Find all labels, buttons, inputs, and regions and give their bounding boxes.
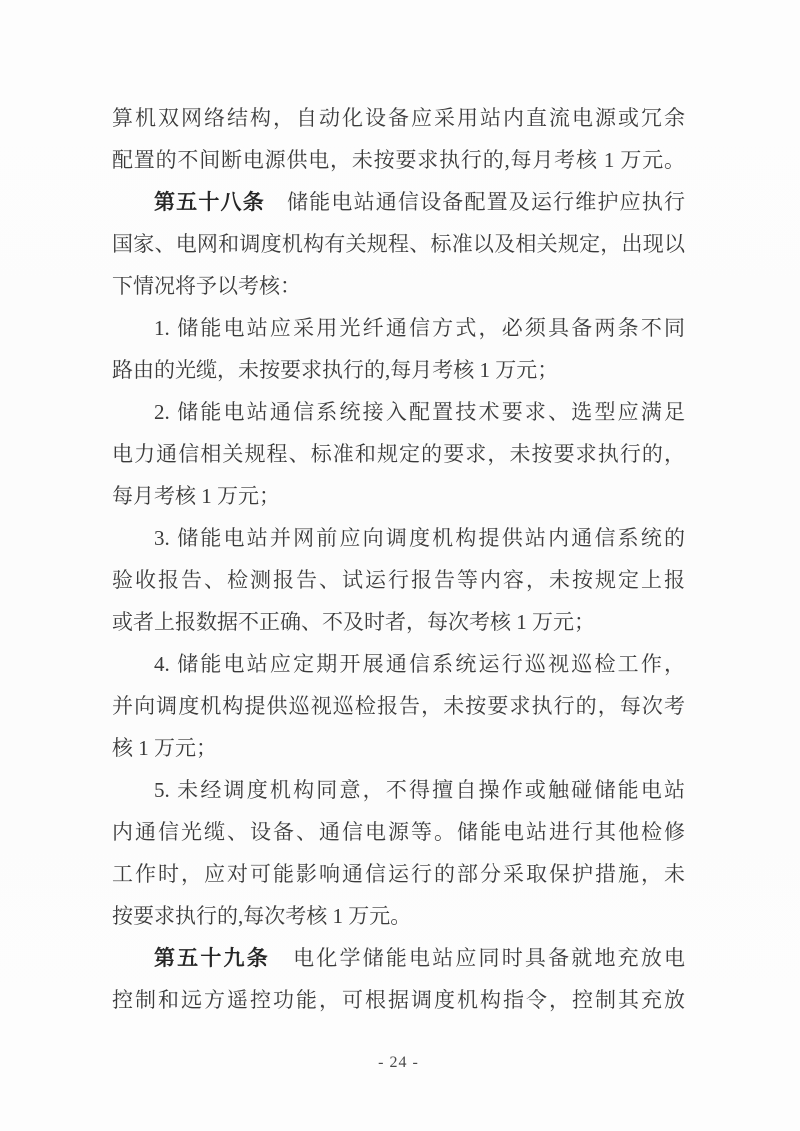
page-footer [112,1052,685,1074]
text-line [112,727,685,769]
text-run: 配置的不间断电源供电，未按要求执行的,每月考核 1 万元。 [112,148,685,172]
text-line [112,97,685,139]
text-run: 4. 储能电站应定期开展通信系统运行巡视巡检工作， [154,652,685,676]
text-run: 并向调度机构提供巡视巡检报告，未按要求执行的，每次考 [112,694,685,718]
page-number: - 24 - [378,1054,419,1071]
text-line [112,811,685,853]
text-run: 控制和远方遥控功能，可根据调度机构指令，控制其充放 [112,988,685,1012]
text-run: 1. 储能电站应采用光纤通信方式，必须具备两条不同 [154,316,685,340]
text-run: 储能电站通信设备配置及运行维护应执行 [264,190,686,214]
text-line [112,601,685,643]
text-line [112,937,685,979]
text-run: 电化学储能电站应同时具备就地充放电 [269,946,686,970]
text-run: 工作时，应对可能影响通信运行的部分采取保护措施，未 [112,862,685,886]
text-line [112,223,685,265]
article-heading: 第五十八条 [154,190,265,214]
text-line [112,307,685,349]
text-line [112,769,685,811]
article-heading: 第五十九条 [154,946,270,970]
text-run: 电力通信相关规程、标准和规定的要求，未按要求执行的， [112,442,685,466]
text-run: 每月考核 1 万元； [112,484,280,508]
text-run: 核 1 万元； [112,736,217,760]
text-run: 算机双网络结构，自动化设备应采用站内直流电源或冗余 [112,106,685,130]
text-line [112,349,685,391]
text-block [112,97,685,1021]
text-run: 3. 储能电站并网前应向调度机构提供站内通信系统的 [154,526,685,550]
text-run: 内通信光缆、设备、通信电源等。储能电站进行其他检修 [112,820,685,844]
text-line [112,265,685,307]
text-run: 国家、电网和调度机构有关规程、标准以及相关规定，出现以 [112,232,685,256]
text-run: 或者上报数据不正确、不及时者，每次考核 1 万元； [112,610,595,634]
text-line [112,181,685,223]
text-line [112,853,685,895]
text-line [112,139,685,181]
text-line [112,979,685,1021]
text-run: 2. 储能电站通信系统接入配置技术要求、选型应满足 [154,400,685,424]
text-line [112,475,685,517]
text-line [112,685,685,727]
text-run: 5. 未经调度机构同意，不得擅自操作或触碰储能电站 [154,778,685,802]
text-run: 下情况将予以考核： [112,274,301,298]
text-line [112,391,685,433]
text-run: 验收报告、检测报告、试运行报告等内容，未按规定上报 [112,568,685,592]
text-run: 按要求执行的,每次考核 1 万元。 [112,904,412,928]
text-line [112,559,685,601]
text-line [112,643,685,685]
text-line [112,517,685,559]
text-run: 路由的光缆，未按要求执行的,每月考核 1 万元； [112,358,559,382]
text-line [112,433,685,475]
text-line [112,895,685,937]
